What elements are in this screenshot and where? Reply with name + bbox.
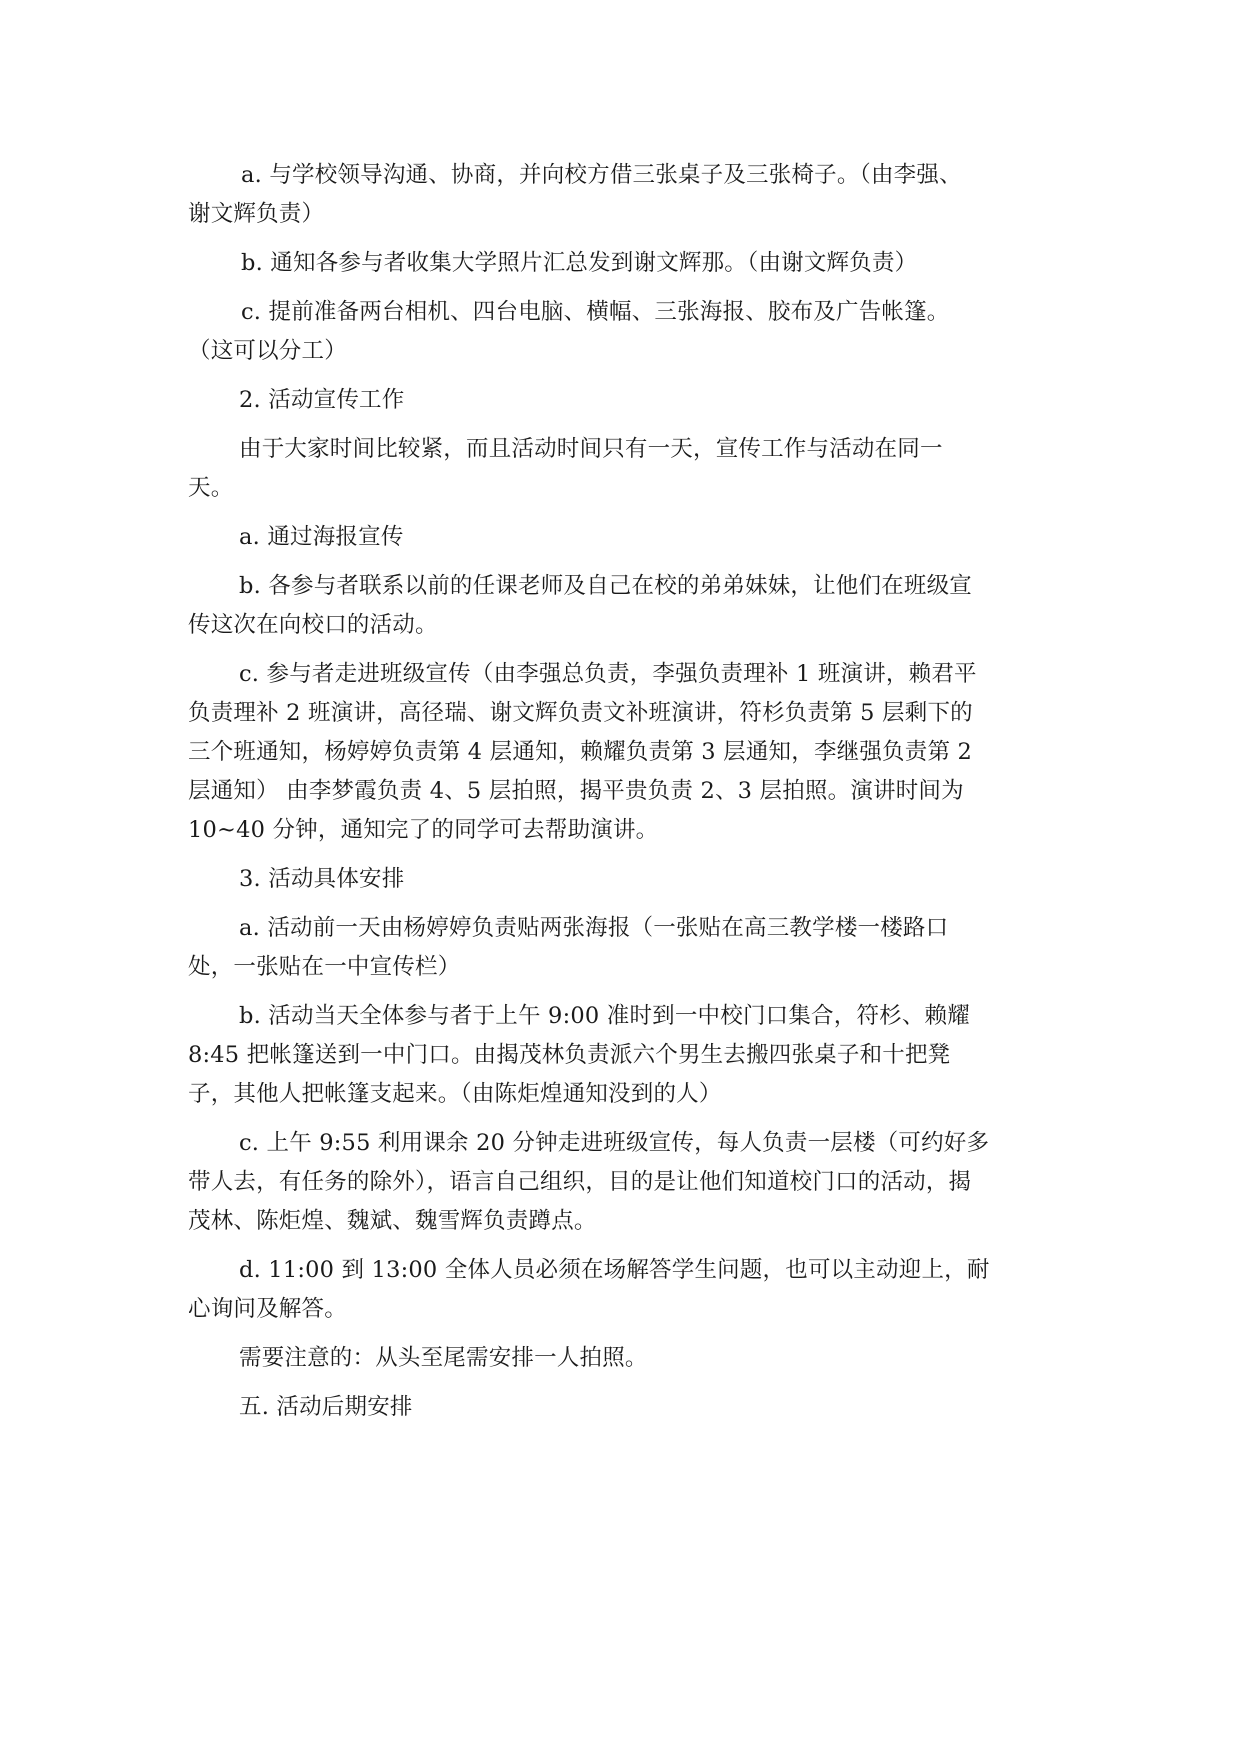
paragraph-line: 负责理补 2 班演讲，高径瑞、谢文辉负责文补班演讲，符杉负责第 5 层剩下的 <box>188 700 973 726</box>
paragraph-line: a. 与学校领导沟通、协商，并向校方借三张桌子及三张椅子。（由李强、 <box>241 162 962 188</box>
paragraph-line: b. 活动当天全体参与者于上午 9:00 准时到一中校门口集合，符杉、赖耀 <box>239 1003 970 1029</box>
paragraph-line: b. 通知各参与者收集大学照片汇总发到谢文辉那。（由谢文辉负责） <box>241 250 918 276</box>
paragraph-line: 三个班通知，杨婷婷负责第 4 层通知，赖耀负责第 3 层通知，李继强负责第 2 <box>188 739 973 765</box>
paragraph-line: d. 11:00 到 13:00 全体人员必须在场解答学生问题，也可以主动迎上，耐 <box>239 1257 990 1283</box>
paragraph-line: （这可以分工） <box>188 338 347 364</box>
paragraph-line: 10~40 分钟，通知完了的同学可去帮助演讲。 <box>188 817 659 843</box>
paragraph-line: 带人去，有任务的除外），语言自己组织，目的是让他们知道校门口的活动，揭 <box>188 1169 972 1195</box>
paragraph-line: 天。 <box>188 475 234 501</box>
paragraph-line: 8:45 把帐篷送到一中门口。由揭茂林负责派六个男生去搬四张桌子和十把凳 <box>188 1042 951 1068</box>
paragraph-line: 传这次在向校口的活动。 <box>188 612 438 638</box>
paragraph-line: 心询问及解答。 <box>188 1296 347 1322</box>
paragraph-line: c. 参与者走进班级宣传（由李强总负责，李强负责理补 1 班演讲，赖君平 <box>239 661 977 687</box>
paragraph-line: b. 各参与者联系以前的任课老师及自己在校的弟弟妹妹，让他们在班级宣 <box>239 573 973 599</box>
paragraph-line: c. 上午 9:55 利用课余 20 分钟走进班级宣传，每人负责一层楼（可约好多 <box>239 1130 990 1156</box>
section-heading: 五. 活动后期安排 <box>239 1394 413 1420</box>
document-body <box>188 156 1058 1427</box>
paragraph-line: 需要注意的：从头至尾需安排一人拍照。 <box>239 1345 648 1371</box>
section-heading: 3. 活动具体安排 <box>239 866 405 892</box>
section-heading: 2. 活动宣传工作 <box>239 387 405 413</box>
paragraph-line: 由于大家时间比较紧，而且活动时间只有一天，宣传工作与活动在同一 <box>239 436 943 462</box>
paragraph-line: 子，其他人把帐篷支起来。（由陈炬煌通知没到的人） <box>188 1081 722 1107</box>
paragraph-line: a. 通过海报宣传 <box>239 524 404 550</box>
paragraph-line: a. 活动前一天由杨婷婷负责贴两张海报（一张贴在高三教学楼一楼路口 <box>239 915 949 941</box>
paragraph-line: 层通知） 由李梦霞负责 4、5 层拍照，揭平贵负责 2、3 层拍照。演讲时间为 <box>188 778 964 804</box>
paragraph-line: 茂林、陈炬煌、魏斌、魏雪辉负责蹲点。 <box>188 1208 597 1234</box>
paragraph-line: 谢文辉负责） <box>188 201 325 227</box>
paragraph-line: 处，一张贴在一中宣传栏） <box>188 954 461 980</box>
paragraph-line: c. 提前准备两台相机、四台电脑、横幅、三张海报、胶布及广告帐篷。 <box>241 299 950 325</box>
